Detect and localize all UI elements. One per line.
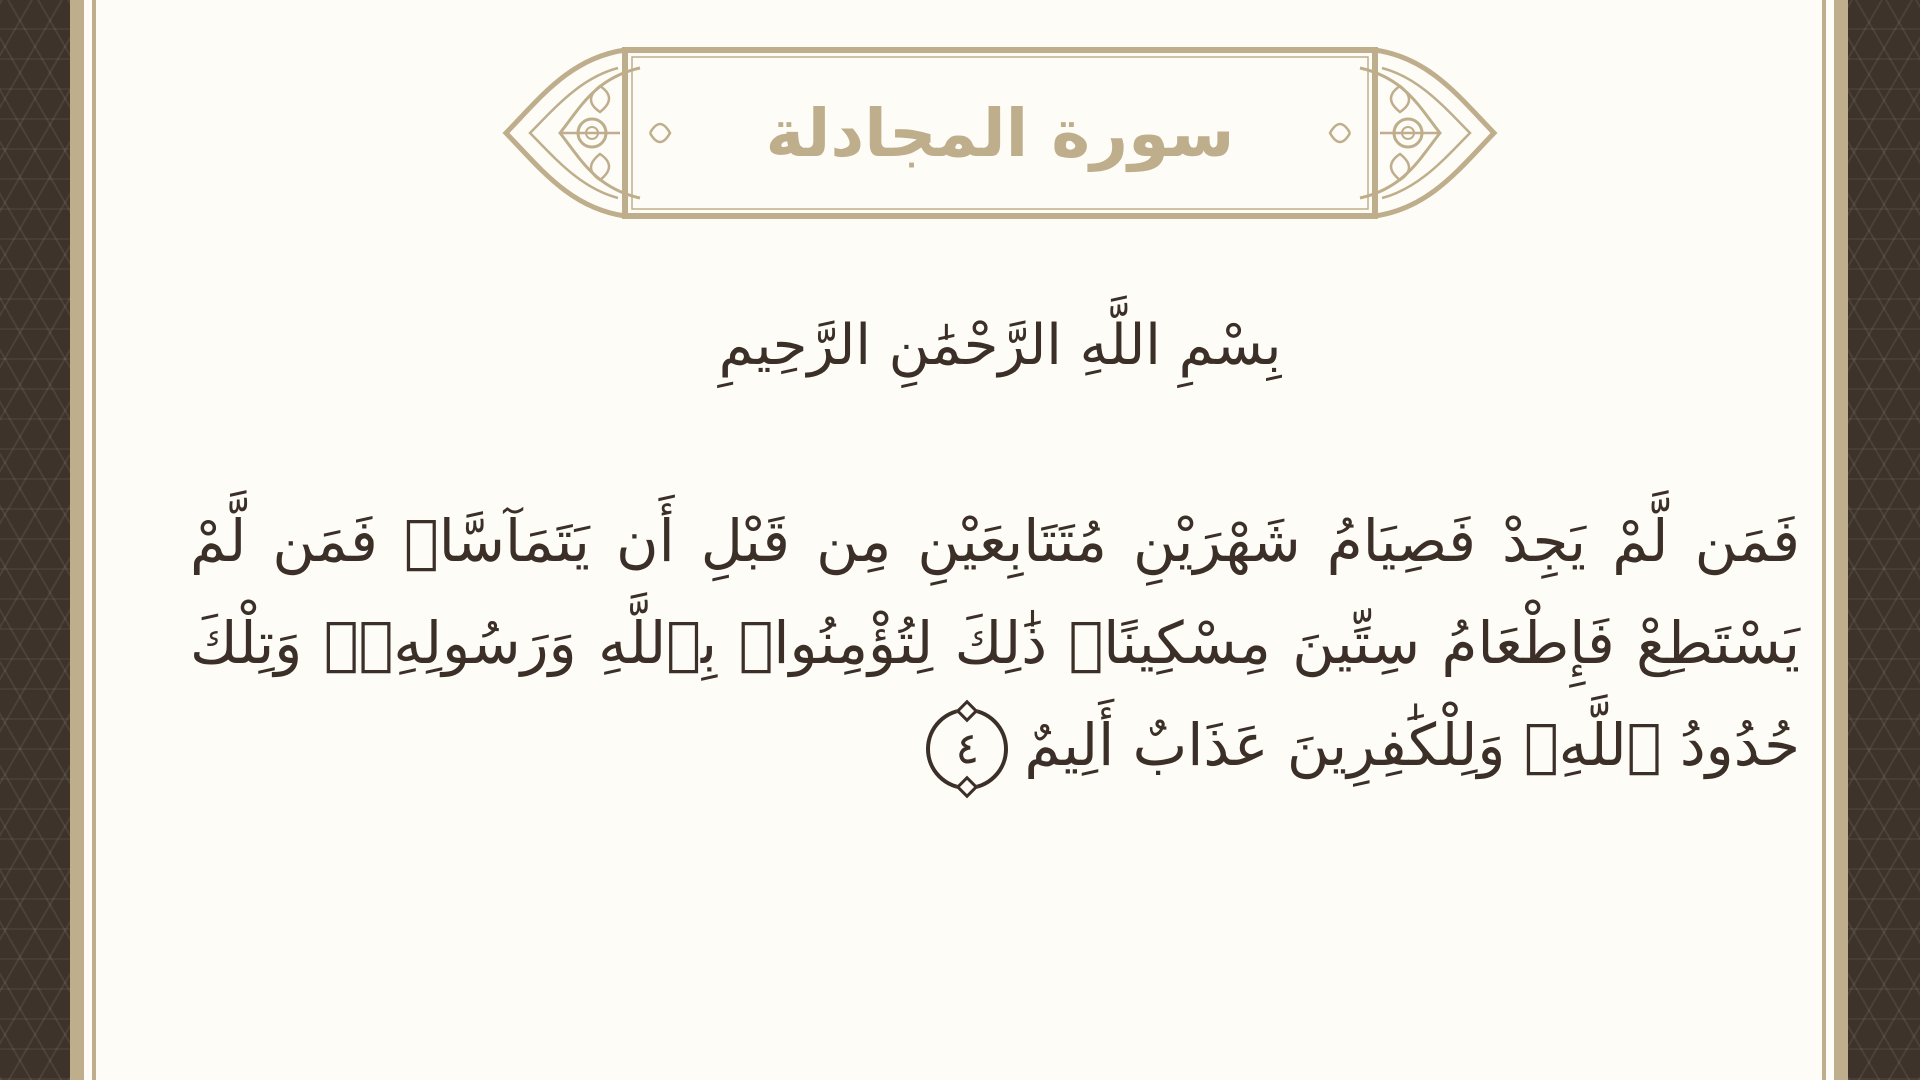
frame-band-left-inner bbox=[92, 0, 96, 1080]
basmala: بِسْمِ اللَّهِ الرَّحْمَٰنِ الرَّحِيمِ bbox=[718, 312, 1282, 378]
surah-title-banner bbox=[500, 38, 1500, 228]
ayah-end-marker-icon bbox=[926, 708, 1008, 790]
verse-text-block bbox=[190, 490, 1800, 796]
left-pattern-border bbox=[0, 0, 70, 1080]
ayah-number: ٤ bbox=[955, 722, 980, 774]
surah-title: سورة المجادلة bbox=[765, 94, 1235, 172]
frame-band-left-outer bbox=[70, 0, 84, 1080]
right-pattern-border bbox=[1848, 0, 1920, 1080]
verse-text: فَمَن لَّمْ يَجِدْ فَصِيَامُ شَهْرَيْنِ مُتَتَابِعَيْنِ مِن قَبْلِ أَن يَتَمَآسَّاۖ فَمَن لَّمْ يَسْتَطِعْ فَإِطْعَامُ سِتِّينَ مِسْكِينًاۚ ذَٰلِكَ لِتُؤْمِنُوا۟ بِٱللَّهِ وَرَسُولِهِۦۚ وَتِلْكَ حُدُودُ ٱللَّهِۗ وَلِلْكَٰفِرِينَ عَذَابٌ أَلِيمٌ bbox=[190, 507, 1800, 779]
frame-band-right-outer bbox=[1834, 0, 1848, 1080]
frame-band-right-inner bbox=[1822, 0, 1826, 1080]
